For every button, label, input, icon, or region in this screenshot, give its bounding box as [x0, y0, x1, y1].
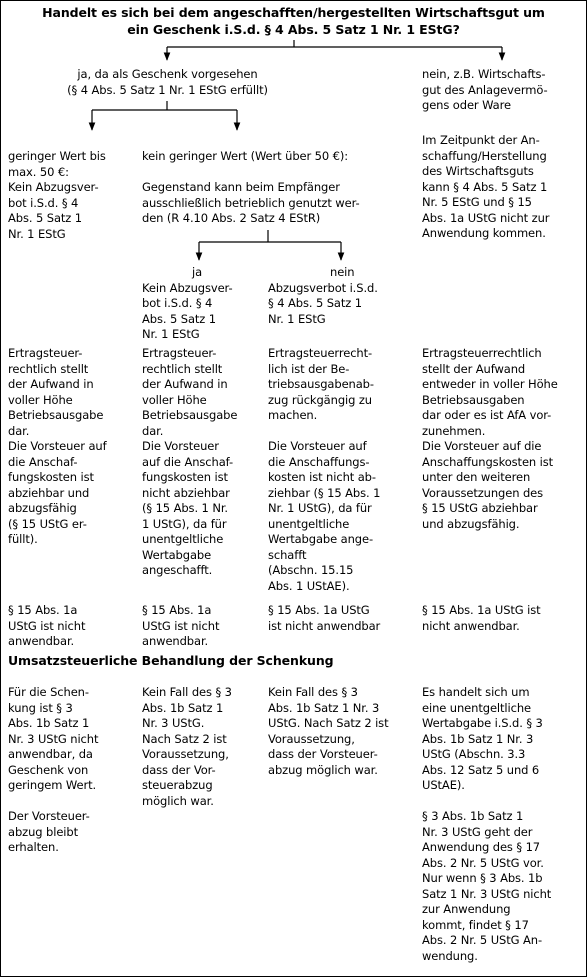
ja-split-connector [92, 101, 237, 130]
kein-geringer-wert-label: kein geringer Wert (Wert über 50 €): [142, 149, 349, 163]
ust-col2: Kein Fall des § 3 Abs. 1b Satz 1 Nr. 3 UStG. Nach Satz 2 ist Voraussetzung, dass der Vor- steuerabzug möglich war. [142, 685, 232, 808]
sub-nein-box-line: Abzugsverbot i.S.d. [268, 280, 378, 295]
sub-nein-box-line: Nr. 1 EStG [268, 311, 326, 326]
ust-col1: Für die Schen- kung ist § 3 Abs. 1b Satz 1 Nr. 3 UStG nicht anwendbar, da Geschenk von geringem Wert. Der Vorsteuer- abzug bleibt erhalten. [8, 685, 99, 854]
ertrag-col2: Ertragsteuer- rechtlich stellt der Aufwand in voller Höhe Betriebsausgabe dar. Die Vorsteuer auf die Anschaf- fungskosten ist nicht abziehbar (§ 15 Abs. 1 Nr. 1 UStG), da für unentgeltliche Wertabgabe angeschafft. [142, 346, 238, 577]
p15-col1: § 15 Abs. 1a UStG ist nicht anwendbar. [8, 603, 86, 648]
p15-col4: § 15 Abs. 1a UStG ist nicht anwendbar. [422, 603, 541, 633]
top-split-connector [167, 40, 502, 60]
nein-branch-label: nein, z.B. Wirtschafts- gut des Anlagevermö- gens oder Ware [422, 67, 548, 112]
sub-ja-box-line: bot i.S.d. § 4 [142, 296, 213, 310]
p15-col2: § 15 Abs. 1a UStG ist nicht anwendbar. [142, 603, 220, 648]
section-heading: Umsatzsteuerliche Behandlung der Schenkung [8, 653, 334, 668]
sub-nein-box-decision-label: nein [330, 265, 355, 279]
ust-col3: Kein Fall des § 3 Abs. 1b Satz 1 Nr. 3 UStG. Nach Satz 2 ist Voraussetzung, dass der Vorsteuer- abzug möglich war. [268, 685, 389, 777]
ertrag-col1: Ertragsteuer- rechtlich stellt der Aufwand in voller Höhe Betriebsausgabe dar. Die Vorsteuer auf die Anschaf- fungskosten ist abziehbar und abzugsfähig (§ 15 UStG er- füllt). [8, 346, 107, 546]
nein-branch-note: Im Zeitpunkt der An- schaffung/Herstellung des Wirtschaftsguts kann § 4 Abs. 5 Satz 1 Nr. 5 EStG und § 15 Abs. 1a UStG nicht zur Anwendung kommen. [422, 133, 550, 240]
gegenstand-split-connector [199, 230, 341, 260]
sub-nein-box-line: § 4 Abs. 5 Satz 1 [268, 296, 362, 310]
main-question: Handelt es sich bei dem angeschafften/hergestellten Wirtschaftsgut um ein Geschenk i.S.d. § 4 Abs. 5 Satz 1 Nr. 1 EStG? [42, 5, 545, 37]
geringer-wert-box: geringer Wert bis max. 50 €: Kein Abzugsver- bot i.S.d. § 4 Abs. 5 Satz 1 Nr. 1 EStG [8, 149, 106, 241]
p15-col3: § 15 Abs. 1a UStG ist nicht anwendbar [268, 603, 381, 633]
sub-ja-box-line: Abs. 5 Satz 1 [142, 311, 217, 326]
sub-ja-box-line: Kein Abzugsver- [142, 280, 233, 295]
sub-ja-box [142, 265, 264, 343]
ja-branch-label: ja, da als Geschenk vorgesehen (§ 4 Abs. 5 Satz 1 Nr. 1 EStG erfüllt) [67, 67, 268, 97]
sub-ja-box-decision-label: ja [192, 265, 203, 279]
ertrag-col3: Ertragsteuerrecht- lich ist der Be- triebsausgabenab- zug rückgängig zu machen. Die Vorsteuer auf die Anschaffungs- kosten ist nicht ab- ziehbar (§ 15 Abs. 1 Nr. 1 UStG), da für unentgeltliche Wertabgabe ange- schafft (Abschn. 15.15 Abs. 1 UStAE). [268, 346, 381, 593]
sub-ja-box-line: Nr. 1 EStG [142, 327, 200, 341]
sub-nein-box [268, 265, 418, 327]
gegenstand-question: Gegenstand kann beim Empfänger ausschließlich betrieblich genutzt wer- den (R 4.10 Abs. 2 Satz 4 EStR) [142, 180, 360, 225]
ust-col4: Es handelt sich um eine unentgeltliche Wertabgabe i.S.d. § 3 Abs. 1b Satz 1 Nr. 3 UStG (Abschn. 3.3 Abs. 12 Satz 5 und 6 UStAE). § 3 Abs. 1b Satz 1 Nr. 3 UStG geht der Anwendung des § 17 Abs. 2 Nr. 5 UStG vor. Nur wenn § 3 Abs. 1b Satz 1 Nr. 3 UStG nicht zur Anwendung kommt, findet § 17 Abs. 2 Nr. 5 UStG An- wendung. [422, 685, 552, 963]
ertrag-col4: Ertragsteuerrechtlich stellt der Aufwand entweder in voller Höhe Betriebsausgaben dar oder es ist AfA vor- zunehmen. Die Vorsteuer auf die Anschaffungskosten ist unter den weiteren Voraussetzungen des § 15 UStG abziehbar und abzugsfähig. [422, 346, 558, 531]
